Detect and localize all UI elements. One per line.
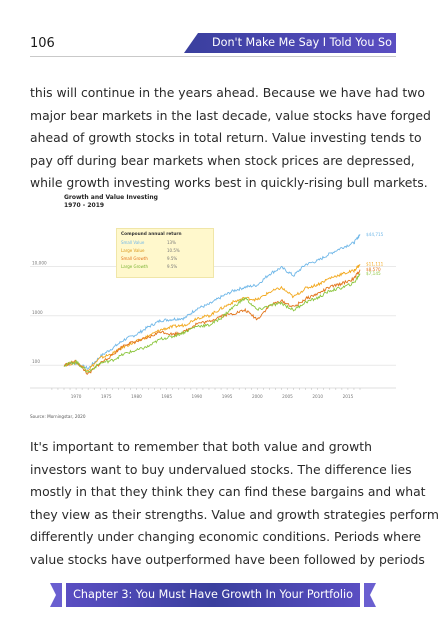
y-tick-label: 100 (32, 359, 40, 365)
x-tick-label: 2010 (312, 394, 324, 399)
x-tick-label: 1970 (70, 394, 82, 399)
chart-title-line1: Growth and Value Investing (64, 194, 158, 201)
series-line (64, 264, 360, 371)
text-line: mostly in that they think they can find these bargains and what (30, 484, 426, 499)
x-tick-label: 2000 (251, 394, 263, 399)
x-tick-label: 1995 (221, 394, 233, 399)
legend-value: 13% (167, 240, 176, 245)
series-line (64, 270, 360, 375)
x-tick-label: 2015 (342, 394, 354, 399)
text-line: investors want to buy undervalued stocks. The difference lies (30, 461, 412, 477)
body-paragraph-2 (30, 436, 439, 571)
legend-label: Small Value (121, 240, 145, 245)
text-line: pay off during bear markets when stock prices are depressed, (30, 152, 415, 168)
legend-label: Large Value (121, 248, 145, 253)
end-value-label: $11,111 (366, 261, 384, 267)
text-line: differently under changing economic conditions. Periods where (30, 529, 422, 544)
running-header (184, 33, 396, 53)
legend-value: 10.5% (167, 248, 180, 253)
text-line: value stocks have outperformed have been followed by periods (30, 551, 425, 567)
text-line: while growth investing works best in quickly-rising bull markets. (30, 175, 428, 190)
y-tick-label: 1000 (32, 309, 43, 315)
chart-title-line2: 1970 - 2019 (64, 202, 105, 209)
chart-legend (116, 228, 214, 278)
end-value-label: $8,570 (366, 267, 381, 273)
y-tick-label: 10,000 (32, 260, 47, 266)
legend-title: Compound annual return (121, 232, 182, 237)
legend-item (121, 240, 176, 245)
body-paragraph-1 (30, 82, 431, 195)
text-line: this will continue in the years ahead. Because we have had two (30, 85, 425, 100)
x-tick-label: 2005 (282, 394, 293, 399)
header-divider (30, 56, 396, 57)
legend-item (121, 264, 178, 269)
growth-value-chart (30, 194, 396, 424)
chart-source: Source: Morningstar, 2020 (30, 414, 86, 419)
x-tick-label: 1985 (161, 394, 173, 399)
text-line: major bear markets in the last decade, value stocks have forged (30, 107, 431, 123)
page-number: 106 (30, 36, 55, 51)
legend-label: Small Growth (121, 256, 148, 261)
legend-label: Large Growth (121, 264, 149, 269)
legend-item (121, 256, 178, 261)
end-value-label: $7,145 (366, 271, 381, 277)
x-tick-label: 1990 (191, 394, 203, 399)
footer-chapter-title: Chapter 3: You Must Have Growth In Your Portfolio (73, 588, 353, 601)
legend-item (121, 248, 180, 253)
chart-plot (30, 194, 396, 414)
legend-value: 9.5% (167, 264, 178, 269)
text-line: they view as their strengths. Value and growth strategies perform (30, 506, 439, 522)
text-line: It's important to remember that both value and growth (30, 439, 372, 454)
text-line: ahead of growth stocks in total return. Value investing tends to (30, 130, 422, 145)
end-value-label: $44,715 (366, 231, 384, 237)
legend-value: 9.5% (167, 256, 178, 261)
series-line (64, 274, 360, 373)
x-tick-label: 1980 (131, 394, 142, 399)
header-book-title: Don't Make Me Say I Told You So (211, 36, 392, 49)
running-footer (50, 583, 376, 607)
x-tick-label: 1975 (100, 394, 112, 399)
